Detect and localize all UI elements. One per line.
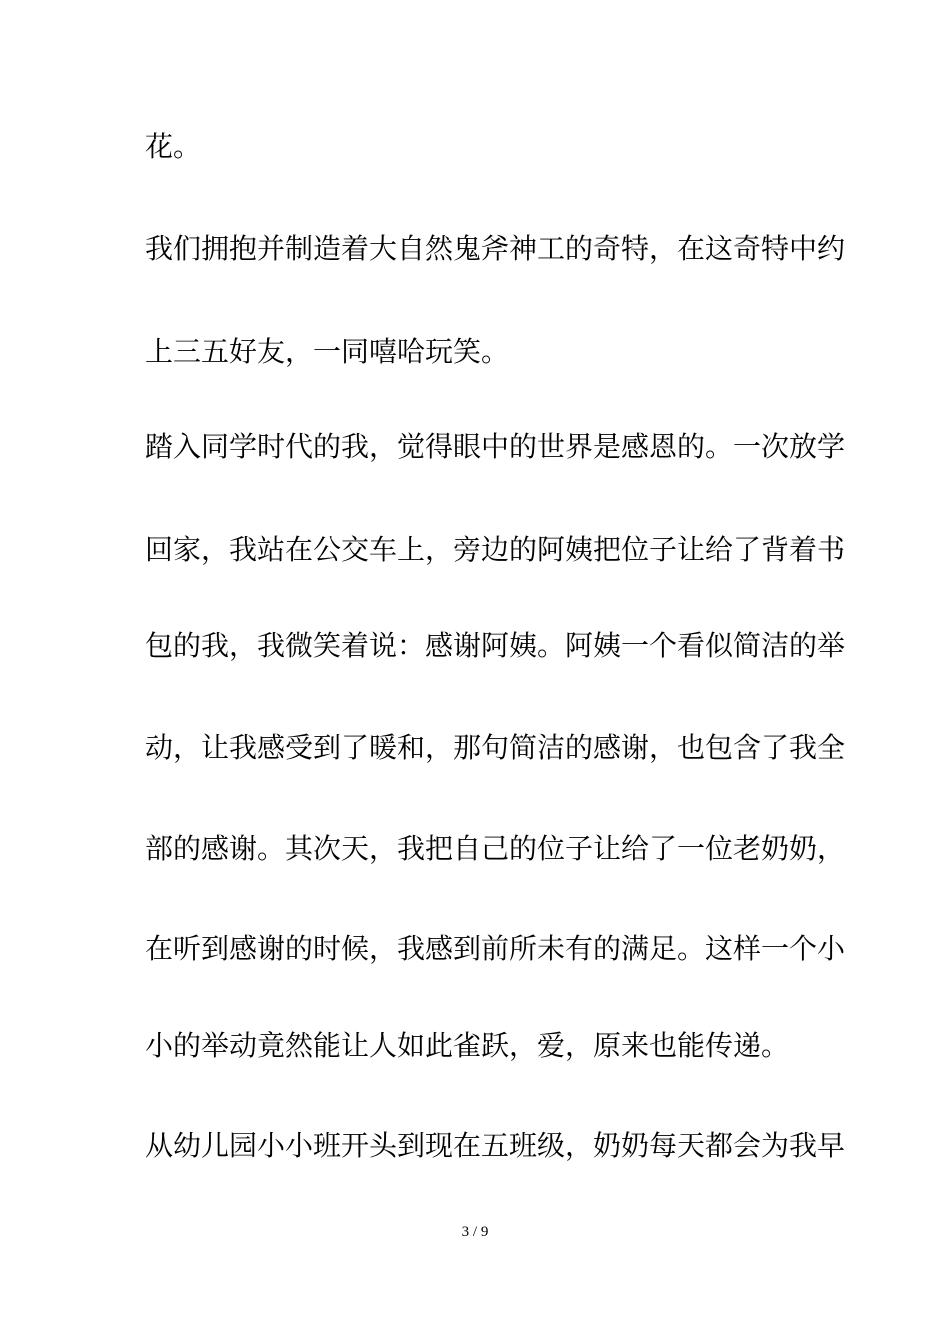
text-line: 小的举动竟然能让人如此雀跃，爱，原来也能传递。 bbox=[145, 1029, 790, 1062]
text-line: 从幼儿园小小班开头到现在五班级，奶奶每天都会为我早 bbox=[145, 1129, 846, 1162]
text-line: 花。 bbox=[145, 130, 202, 163]
text-line: 上三五好友，一同嘻哈玩笑。 bbox=[145, 335, 510, 368]
text-line: 部的感谢。其次天，我把自己的位子让给了一位老奶奶， bbox=[145, 832, 846, 865]
text-line: 动，让我感受到了暖和，那句简洁的感谢，也包含了我全 bbox=[145, 731, 846, 764]
text-line: 踏入同学时代的我，觉得眼中的世界是感恩的。一次放学 bbox=[145, 430, 846, 463]
text-line: 回家，我站在公交车上，旁边的阿姨把位子让给了背着书 bbox=[145, 533, 846, 566]
text-line: 在听到感谢的时候，我感到前所未有的满足。这样一个小 bbox=[145, 932, 846, 965]
page-number: 3 / 9 bbox=[461, 1224, 489, 1240]
text-line: 我们拥抱并制造着大自然鬼斧神工的奇特，在这奇特中约 bbox=[145, 232, 846, 265]
text-line: 包的我，我微笑着说：感谢阿姨。阿姨一个看似简洁的举 bbox=[145, 629, 846, 662]
